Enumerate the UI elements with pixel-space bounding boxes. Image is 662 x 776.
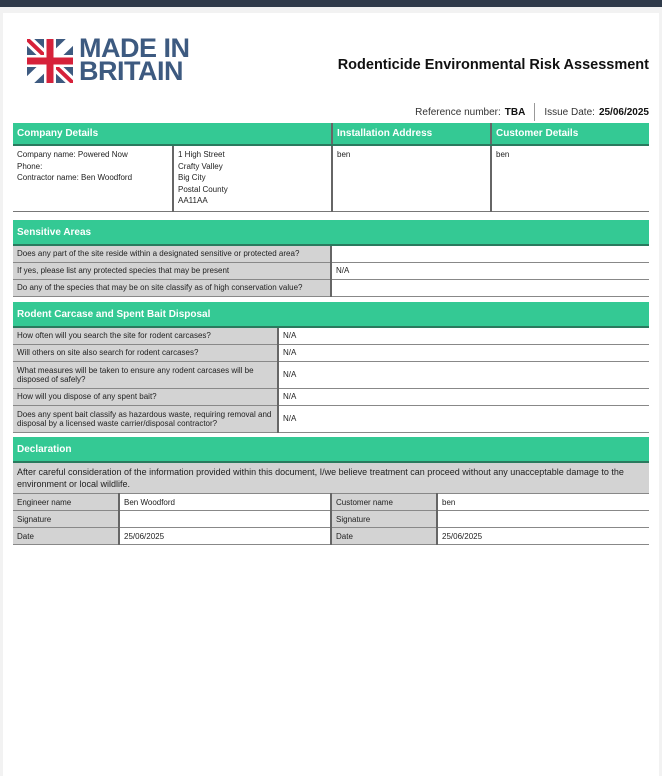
answer-cell <box>331 279 649 296</box>
reference-line <box>415 103 649 121</box>
engineer-signature-label: Signature <box>13 511 119 528</box>
installation-address-header: Installation Address <box>332 123 491 145</box>
engineer-date-value: 25/06/2025 <box>119 528 331 545</box>
top-bar <box>0 0 662 7</box>
declaration-text-row <box>13 462 649 494</box>
engineer-date-label: Date <box>13 528 119 545</box>
answer-cell: N/A <box>278 361 649 388</box>
customer-date-label: Date <box>331 528 437 545</box>
question-cell: What measures will be taken to ensure any rodent carcases will be disposed of safely? <box>13 361 278 388</box>
address-line: 1 High Street <box>178 150 225 159</box>
answer-cell: N/A <box>331 262 649 279</box>
table-row <box>13 528 649 545</box>
customer-signature-value <box>437 511 649 528</box>
table-row <box>13 245 649 262</box>
carcass-header-row <box>13 302 649 327</box>
table-row <box>13 511 649 528</box>
page-title: Rodenticide Environmental Risk Assessment <box>337 57 649 73</box>
answer-cell: N/A <box>278 344 649 361</box>
engineer-name-label: Engineer name <box>13 494 119 511</box>
engineer-signature-value <box>119 511 331 528</box>
logo-wordmark <box>79 33 190 86</box>
question-cell: How often will you search the site for rodent carcases? <box>13 327 278 344</box>
table-row <box>13 262 649 279</box>
customer-name-label: Customer name <box>331 494 437 511</box>
answer-cell: N/A <box>278 405 649 432</box>
declaration-header-row <box>13 437 649 462</box>
company-row <box>13 145 649 211</box>
declaration-table <box>13 437 649 545</box>
issue-date-label: Issue Date: <box>544 106 595 118</box>
company-address-cell <box>173 145 332 211</box>
answer-cell: N/A <box>278 327 649 344</box>
made-in-britain-logo <box>27 33 207 87</box>
divider <box>534 103 535 121</box>
sensitive-areas-table <box>13 220 649 297</box>
company-header-row <box>13 123 649 145</box>
union-flag-icon <box>27 39 73 83</box>
document-page <box>3 13 659 776</box>
company-info-cell <box>13 145 173 211</box>
sensitive-areas-header: Sensitive Areas <box>13 220 649 245</box>
issue-date-value: 25/06/2025 <box>598 106 649 118</box>
contractor-name: Contractor name: Ben Woodford <box>17 173 133 182</box>
table-row <box>13 494 649 511</box>
table-row <box>13 388 649 405</box>
installation-address-value: ben <box>332 145 491 211</box>
address-line: Big City <box>178 173 206 182</box>
logo-line-1: MADE IN <box>79 33 190 63</box>
table-row <box>13 327 649 344</box>
address-line: Crafty Valley <box>178 161 223 171</box>
company-table <box>13 123 649 212</box>
table-row <box>13 405 649 432</box>
customer-details-value: ben <box>491 145 649 211</box>
address-line: Postal County <box>178 184 228 194</box>
company-name: Company name: Powered Now <box>17 150 128 159</box>
declaration-text: After careful consideration of the information provided within this document, I/we believe treatment can proceed without any unacceptable damage to the environment or local wildlife. <box>13 462 649 494</box>
customer-signature-label: Signature <box>331 511 437 528</box>
table-row <box>13 279 649 296</box>
company-details-header: Company Details <box>13 123 332 145</box>
table-row <box>13 361 649 388</box>
reference-label: Reference number: <box>415 106 501 118</box>
reference-value: TBA <box>504 106 526 118</box>
address-line: AA11AA <box>178 196 208 205</box>
declaration-header: Declaration <box>13 437 649 462</box>
question-cell: If yes, please list any protected species that may be present <box>13 262 331 279</box>
question-cell: Does any spent bait classify as hazardous waste, requiring removal and disposal by a licensed waste carrier/disposal contractor? <box>13 405 278 432</box>
question-cell: How will you dispose of any spent bait? <box>13 388 278 405</box>
table-row <box>13 344 649 361</box>
carcass-disposal-table <box>13 302 649 433</box>
answer-cell <box>331 245 649 262</box>
engineer-name-value: Ben Woodford <box>119 494 331 511</box>
customer-details-header: Customer Details <box>491 123 649 145</box>
customer-name-value: ben <box>437 494 649 511</box>
logo-line-2: BRITAIN <box>79 56 183 86</box>
sensitive-header-row <box>13 220 649 245</box>
carcass-disposal-header: Rodent Carcase and Spent Bait Disposal <box>13 302 649 327</box>
answer-cell: N/A <box>278 388 649 405</box>
question-cell: Does any part of the site reside within a designated sensitive or protected area? <box>13 245 331 262</box>
customer-date-value: 25/06/2025 <box>437 528 649 545</box>
question-cell: Do any of the species that may be on site classify as of high conservation value? <box>13 279 331 296</box>
company-phone: Phone: <box>17 161 43 171</box>
question-cell: Will others on site also search for rodent carcases? <box>13 344 278 361</box>
